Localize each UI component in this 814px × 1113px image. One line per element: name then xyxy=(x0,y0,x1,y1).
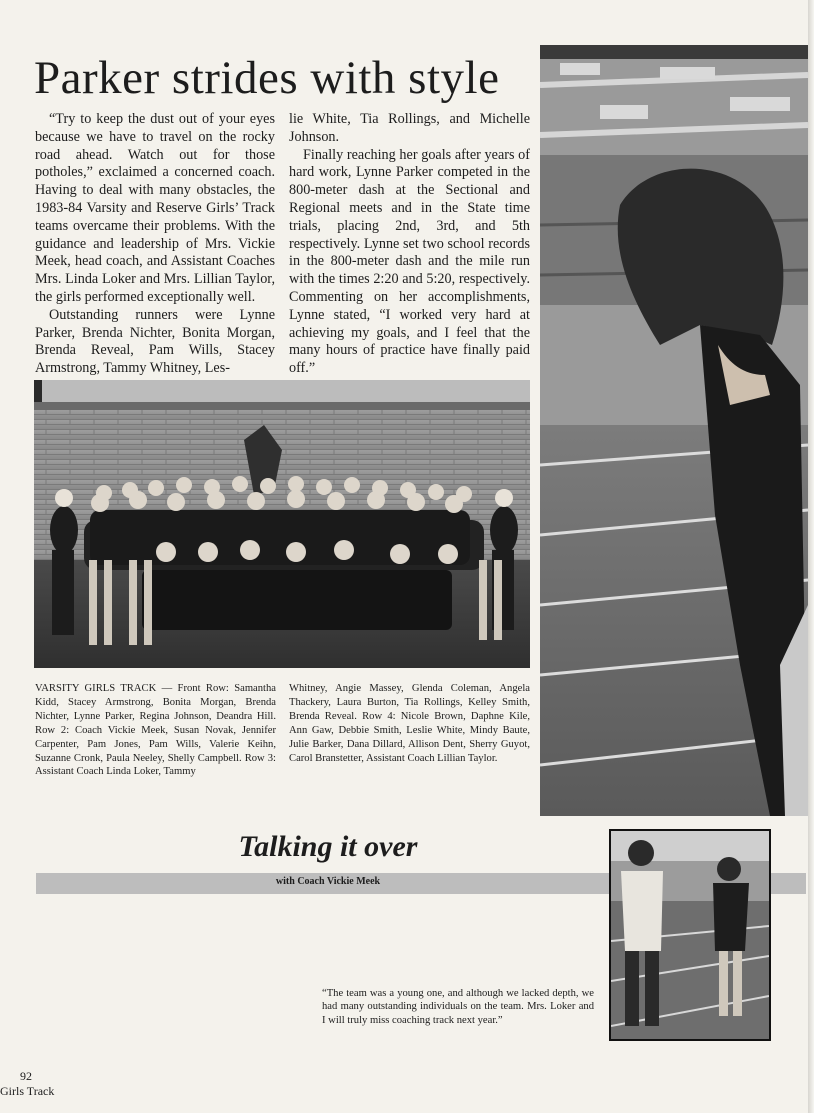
article-column-right xyxy=(289,111,530,378)
team-caption-left: VARSITY GIRLS TRACK — Front Row: Samantha Kidd, Stacey Armstrong, Bonita Morgan, Brenda Nichter, Lynne Parker, Regina Johnson, Deandra Hill. Row 2: Coach Vickie Meek, Susan Novak, Jennifer Carpenter, Pam Jones, Pam Wills, Valerie Keihn, Suzanne Cronk, Paula Neeley, Shelly Campbell. Row 3: Assistant Coach Linda Loker, Tammy xyxy=(35,683,276,778)
team-caption-right: Whitney, Angie Massey, Glenda Coleman, Angela Thackery, Laura Burton, Tia Rollings, Kelley Smith, Brenda Reveal. Row 4: Nicole Brown, Daphne Kile, Ann Gaw, Debbie Smith, Leslie White, Mindy Baute, Julie Barker, Dana Dillard, Allison Dent, Sherry Guyot, Carol Branstetter, Assistant Coach Lillian Taylor. xyxy=(289,683,530,764)
coach-photo-image xyxy=(611,831,769,1039)
article-paragraph: lie White, Tia Rollings, and Michelle Johnson. xyxy=(289,111,530,145)
article-paragraph: Outstanding runners were Lynne Parker, Brenda Nichter, Bonita Morgan, Brenda Reveal, Pam Wills, Stacey Armstrong, Tammy Whitney, Les- xyxy=(35,306,275,377)
runner-photo xyxy=(540,45,808,816)
team-photo-image xyxy=(34,380,530,668)
article-headline: Parker strides with style xyxy=(34,52,500,104)
runner-photo-image xyxy=(540,45,808,816)
article-column-left xyxy=(35,111,275,378)
feature-title: Talking it over xyxy=(238,830,418,863)
article-paragraph: “Try to keep the dust out of your eyes because we have to travel on the rocky road ahead. Watch out for those potholes,” exclaimed a concerned coach. Having to deal with many obstacles, the 1983-84 Varsity and Reserve Girls’ Track teams overcame their problems. With the guidance and leadership of Mrs. Vickie Meek, head coach, and Assistant Coaches Mrs. Linda Loker and Mrs. Lillian Taylor, the girls performed exceptionally well. xyxy=(35,111,275,305)
coach-photo xyxy=(609,829,771,1041)
feature-byline: with Coach Vickie Meek xyxy=(275,876,381,887)
page-number: 92 xyxy=(20,1069,32,1083)
page-binding-edge xyxy=(808,0,814,1113)
team-photo xyxy=(34,380,530,668)
section-name: Girls Track xyxy=(0,1084,55,1098)
coach-quote: “The team was a young one, and although we lacked depth, we had many outstanding individuals on the team. Mrs. Loker and I will truly miss coaching track next year.” xyxy=(322,988,594,1026)
article-paragraph: Finally reaching her goals after years of hard work, Lynne Parker competed in the 800-meter dash at the Sectional and Regional meets and in the State time trials, placing 2nd, 3rd, and 5th respectively. Lynne set two school records in the 800-meter dash and the mile run with the times 2:20 and 5:20, respectively. Commenting on her accomplishments, Lynne stated, “I worked very hard at achieving my goals, and I feel that the many hours of practice have finally paid off.” xyxy=(289,146,530,377)
